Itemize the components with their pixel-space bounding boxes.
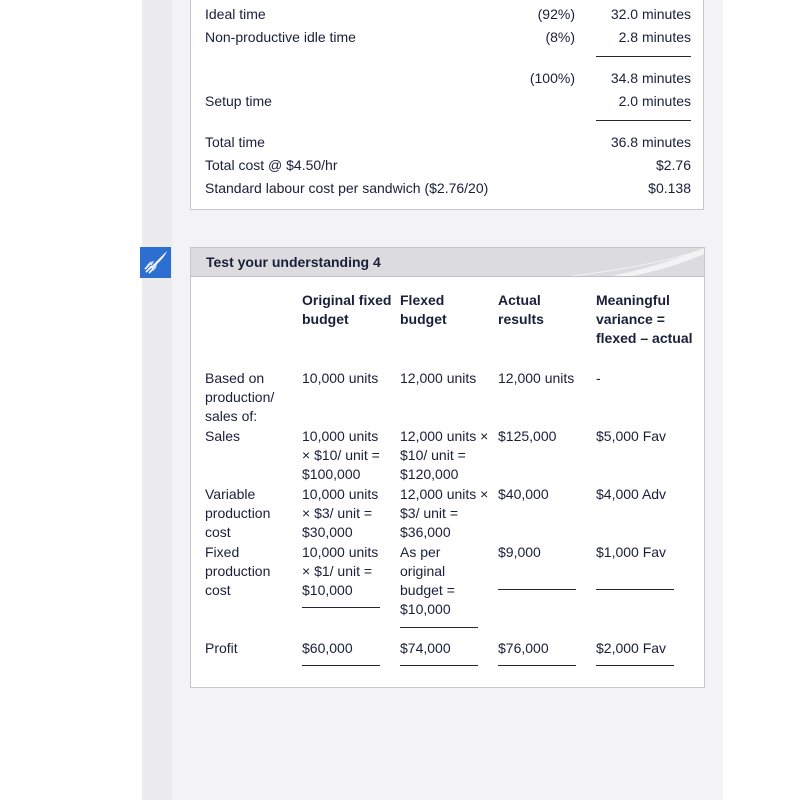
profit-rule (596, 665, 674, 666)
cell-actual: $76,000 (498, 640, 549, 656)
row-value: 2.8 minutes (618, 29, 691, 45)
cell-actual: $9,000 (498, 544, 541, 560)
row-value: 32.0 minutes (610, 6, 691, 22)
row-label: Based on production/ sales of: (205, 370, 275, 424)
row-label: Total cost @ $4.50/hr (205, 157, 338, 173)
cell-actual: 12,000 units (498, 370, 575, 386)
row-percent: (8%) (545, 29, 575, 45)
row-label: Total time (205, 134, 265, 150)
cell-variance: $1,000 Fav (596, 544, 667, 560)
row-label: Fixed production cost (205, 544, 271, 598)
subtotal-rule (596, 120, 691, 121)
cell-flexed: 12,000 units × $3/ unit = $36,000 (400, 486, 489, 540)
profit-rule (498, 665, 576, 666)
cell-variance: $4,000 Adv (596, 486, 667, 502)
rocket-icon (140, 247, 171, 278)
cell-actual: $125,000 (498, 428, 557, 444)
row-label: Standard labour cost per sandwich ($2.76/20) (205, 180, 489, 196)
row-value: 36.8 minutes (610, 134, 691, 150)
cell-original: 10,000 units (302, 370, 379, 386)
tyu-header (191, 248, 704, 277)
row-value: $0.138 (648, 180, 691, 196)
row-label: Setup time (205, 93, 272, 109)
tyu-title: Test your understanding 4 (206, 254, 381, 270)
cell-original: 10,000 units × $1/ unit = $10,000 (302, 544, 379, 598)
row-percent: (100%) (529, 70, 575, 86)
subtotal-rule (596, 56, 691, 57)
cell-actual: $40,000 (498, 486, 549, 502)
cell-original: 10,000 units × $10/ unit = $100,000 (302, 428, 380, 482)
cell-variance: $2,000 Fav (596, 640, 667, 656)
left-margin-strip (142, 0, 172, 800)
cell-variance: - (596, 370, 601, 386)
cell-flexed: $74,000 (400, 640, 451, 656)
row-percent: (92%) (537, 6, 575, 22)
total-rule (596, 589, 674, 590)
row-label: Sales (205, 428, 241, 444)
profit-rule (302, 665, 380, 666)
profit-rule (400, 665, 478, 666)
total-rule (302, 607, 380, 608)
col-header-original: Original fixed budget (302, 292, 392, 327)
row-value: 34.8 minutes (610, 70, 691, 86)
row-value: $2.76 (655, 157, 691, 173)
cell-flexed: 12,000 units × $10/ unit = $120,000 (400, 428, 489, 482)
col-header-flexed: Flexed budget (400, 292, 447, 327)
row-label: Ideal time (205, 6, 266, 22)
cell-flexed: 12,000 units (400, 370, 477, 386)
col-header-actual: Actual results (498, 292, 544, 327)
cell-original: $60,000 (302, 640, 353, 656)
row-label: Variable production cost (205, 486, 271, 540)
row-label: Profit (205, 640, 238, 656)
cell-original: 10,000 units × $3/ unit = $30,000 (302, 486, 379, 540)
row-label: Non-productive idle time (205, 29, 356, 45)
total-rule (498, 589, 576, 590)
total-rule (400, 627, 478, 628)
col-header-variance: Meaningful variance = flexed – actual (596, 292, 693, 346)
row-value: 2.0 minutes (618, 93, 691, 109)
cell-variance: $5,000 Fav (596, 428, 667, 444)
cell-flexed: As per original budget = $10,000 (400, 544, 455, 617)
